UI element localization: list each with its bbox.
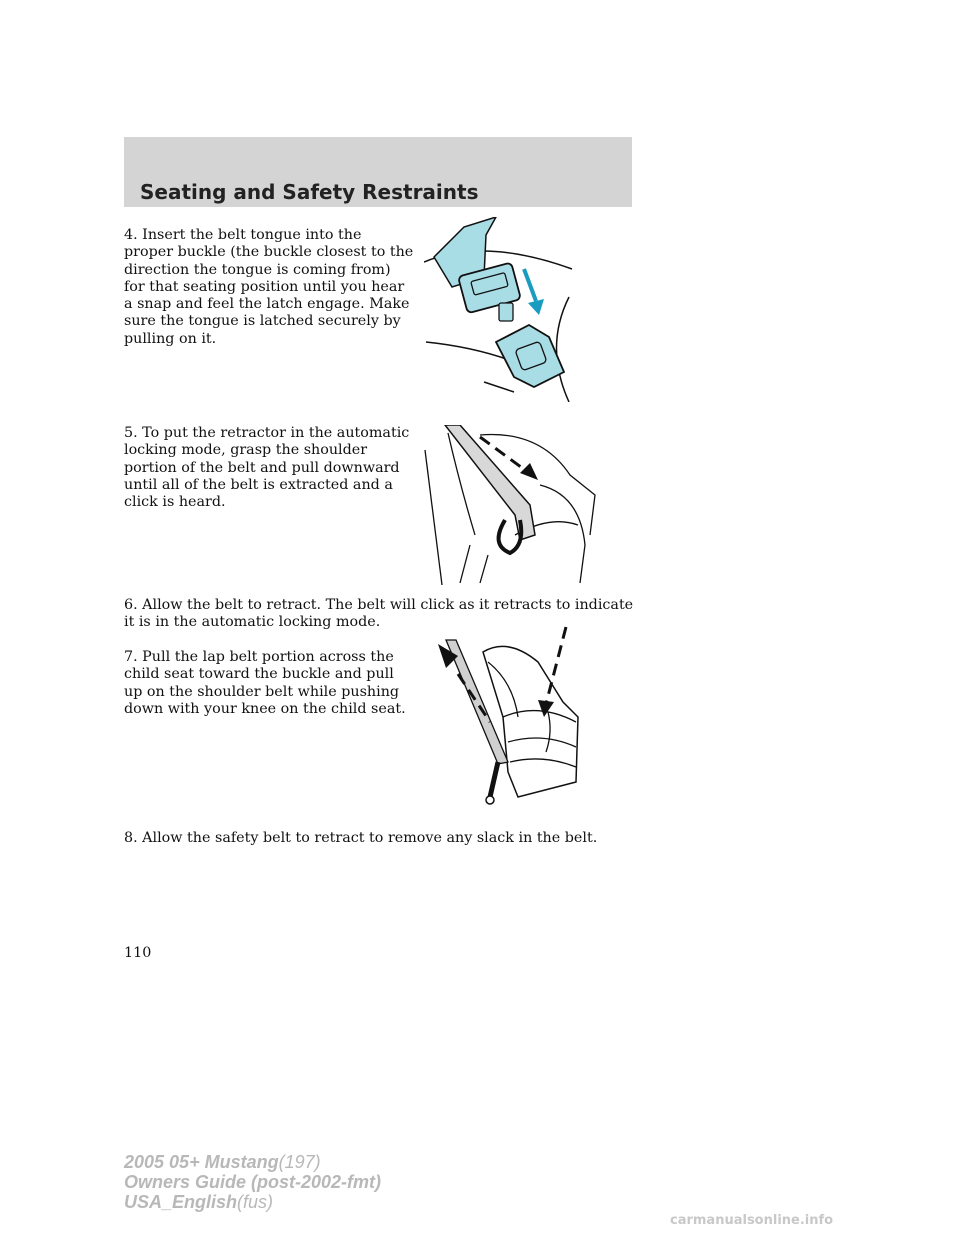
document-footer (124, 1152, 381, 1212)
step-5-text: 5. To put the retractor in the automatic locking mode, grasp the shoulder portion of the belt and pull downward until all of the belt is extracted and a click is heard. (124, 425, 410, 511)
step-7-text: 7. Pull the lap belt portion across the child seat toward the buckle and pull up on the shoulder belt while pushing down with your knee on the child seat. (124, 649, 406, 717)
section-title: Seating and Safety Restraints (140, 180, 479, 204)
step-4-text: 4. Insert the belt tongue into the proper buckle (the buckle closest to the direction the tongue is coming from) for that seating position until you hear a snap and feel the latch engage. Make sure the tongue is latched securely by pulling on it. (124, 227, 414, 347)
shoulder-belt-illustration (420, 425, 600, 585)
footer-line-1: 2005 05+ Mustang(197) (124, 1152, 321, 1172)
watermark: carmanualsonline.info (670, 1213, 834, 1228)
footer-line-3: USA_English(fus) (124, 1192, 274, 1212)
step-8-text: 8. Allow the safety belt to retract to remove any slack in the belt. (124, 830, 598, 846)
footer-line-2: Owners Guide (post-2002-fmt) (124, 1172, 382, 1192)
step-6-text: 6. Allow the belt to retract. The belt will click as it retracts to indicate it is in the automatic locking mode. (124, 597, 634, 631)
belt-buckle-illustration (424, 217, 594, 402)
child-seat-illustration (428, 622, 588, 807)
page-number: 110 (124, 945, 152, 961)
